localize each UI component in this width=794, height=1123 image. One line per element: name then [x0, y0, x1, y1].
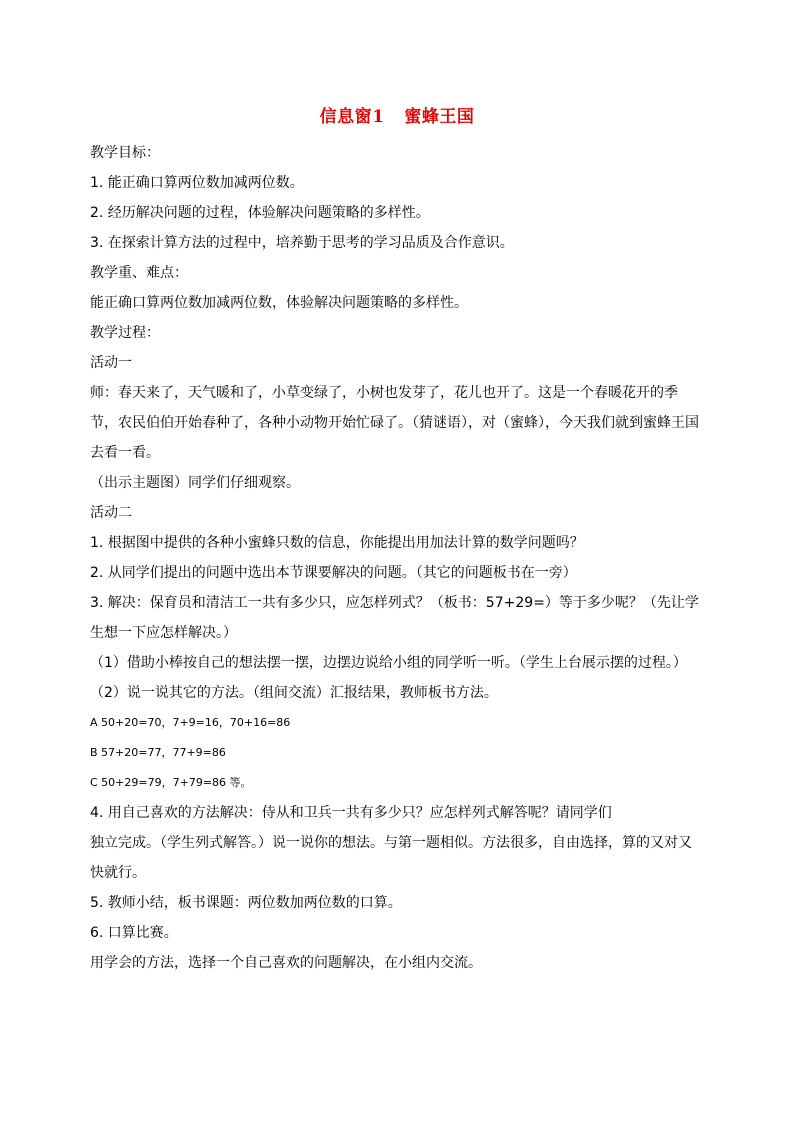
line-substep-2: （2）说一说其它的方法。（组间交流）汇报结果，教师板书方法。 — [90, 685, 498, 701]
paragraph-teacher-intro: 师：春天来了，天气暖和了，小草变绿了，小树也发芽了，花儿也开了。这是一个春暖花开的季节，农民伯伯开始春种了，各种小动物开始忙碌了。（猜谜语），对（蜜蜂），今天我们就到蜜蜂王国去看一看。 — [90, 385, 699, 461]
line-step-4: 4. 用自己喜欢的方法解决：侍从和卫兵一共有多少只？应怎样列式解答呢？请同学们 — [90, 805, 612, 821]
line-activity-2: 活动二 — [90, 505, 132, 521]
title-part-a: 信息窗1 — [319, 107, 385, 127]
line-keypoints: 能正确口算两位数加减两位数，体验解决问题策略的多样性。 — [90, 295, 468, 311]
line-process-heading: 教学过程： — [90, 325, 160, 341]
line-substep-1: （1）借助小棒按自己的想法摆一摆，边摆边说给小组的同学听一听。（学生上台展示摆的过程。） — [90, 655, 687, 671]
method-a: A 50+20=70，7+9=16，70+16=86 — [90, 716, 291, 729]
paragraph-step-3: 3. 解决：保育员和清洁工一共有多少只，应怎样列式？（板书：57+29=）等于多少呢？（先让学生想一下应怎样解决。） — [90, 595, 699, 641]
method-c: C 50+29=79，7+79=86 等。 — [90, 776, 252, 789]
method-b: B 57+20=77，77+9=86 — [90, 746, 226, 759]
line-objective-2: 2. 经历解决问题的过程，体验解决问题策略的多样性。 — [90, 205, 430, 221]
document-title — [90, 104, 704, 130]
line-keypoints-heading: 教学重、难点： — [90, 265, 188, 281]
line-step-2: 2. 从同学们提出的问题中选出本节课要解决的问题。（其它的问题板书在一旁） — [90, 565, 577, 581]
line-show-image: （出示主题图）同学们仔细观察。 — [90, 475, 300, 491]
line-step-5: 5. 教师小结，板书课题：两位数加两位数的口算。 — [90, 895, 402, 911]
line-activity-1: 活动一 — [90, 355, 132, 371]
line-step-1: 1. 根据图中提供的各种小蜜蜂只数的信息，你能提出用加法计算的数学问题吗？ — [90, 535, 584, 551]
paragraph-step-4-cont: 独立完成。（学生列式解答。）说一说你的想法。与第一题相似。方法很多，自由选择，算的又对又快就行。 — [90, 835, 692, 881]
line-objectives-heading: 教学目标： — [90, 145, 160, 161]
line-objective-1: 1. 能正确口算两位数加减两位数。 — [90, 175, 304, 191]
title-part-b: 蜜蜂王国 — [404, 107, 475, 127]
line-closing: 用学会的方法，选择一个自己喜欢的问题解决，在小组内交流。 — [90, 955, 482, 971]
line-objective-3: 3. 在探索计算方法的过程中，培养勤于思考的学习品质及合作意识。 — [90, 235, 514, 251]
line-step-6: 6. 口算比赛。 — [90, 925, 178, 941]
